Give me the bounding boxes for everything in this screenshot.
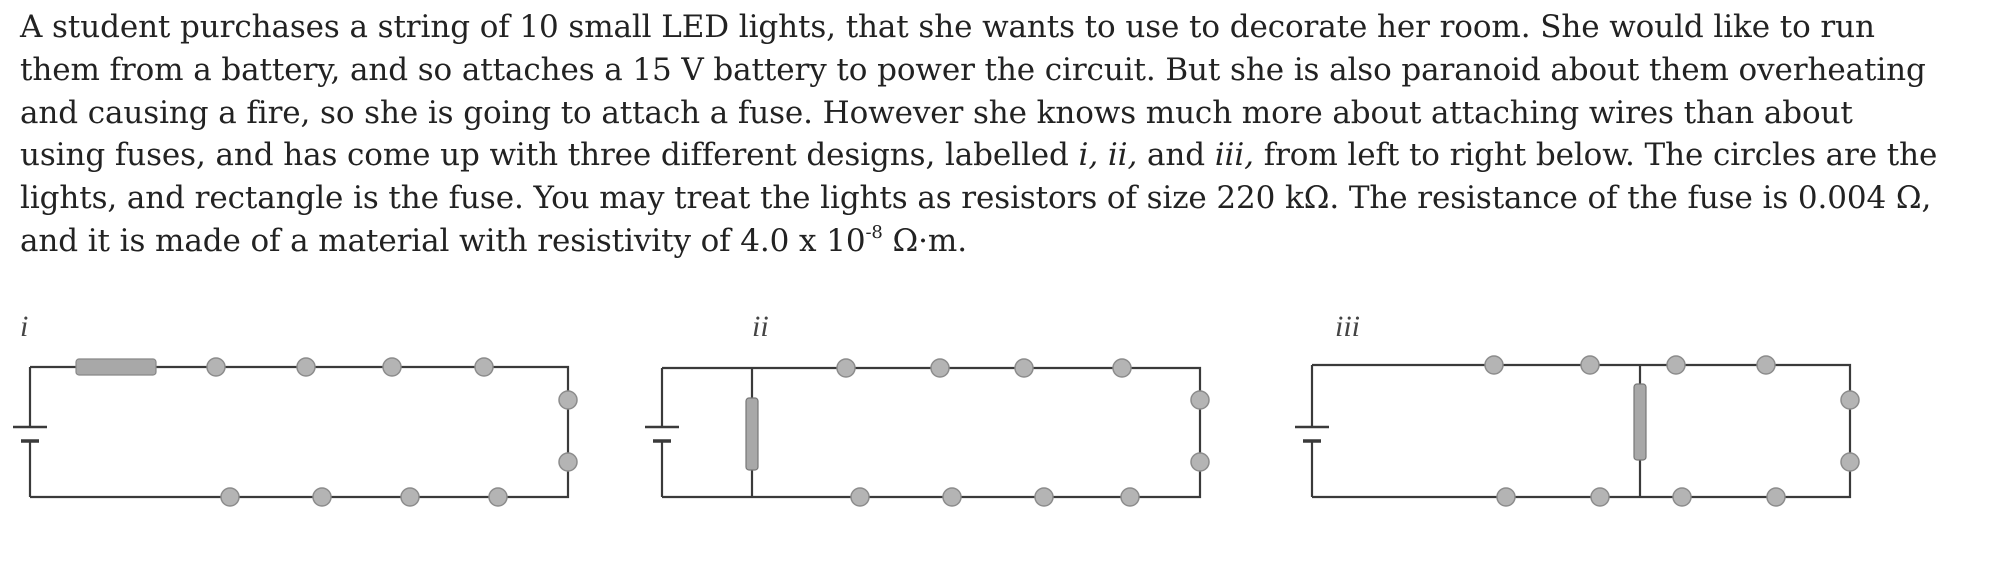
led-light [1841, 391, 1859, 409]
led-light [1015, 359, 1033, 377]
led-light [1121, 488, 1139, 506]
problem-line-6-part-b: Ω·m. [882, 222, 967, 259]
led-light [1191, 453, 1209, 471]
led-light [489, 488, 507, 506]
led-light [383, 358, 401, 376]
led-light [1673, 488, 1691, 506]
problem-line-4-part-c: from left to right below. The circles are the [1253, 137, 1938, 174]
led-light [221, 488, 239, 506]
led-light [313, 488, 331, 506]
problem-line-1: A student purchases a string of 10 small LED lights, that she wants to use to decorate her room. She would like to run [20, 9, 1875, 45]
led-light [1757, 356, 1775, 374]
led-light [1581, 356, 1599, 374]
circuit-ii [645, 359, 1209, 506]
led-light [1841, 453, 1859, 471]
led-light [297, 358, 315, 376]
led-light [931, 359, 949, 377]
led-light [1191, 391, 1209, 409]
circuit-i [13, 358, 577, 506]
fuse [1634, 384, 1646, 460]
fuse [746, 398, 758, 470]
led-light [1591, 488, 1609, 506]
led-light [559, 391, 577, 409]
wire [30, 367, 568, 497]
problem-line-3: and causing a fire, so she is going to attach a fuse. However she knows much more about attaching wires than about [20, 94, 1853, 131]
label-ref-iii: iii, [1214, 137, 1254, 174]
led-light [1497, 488, 1515, 506]
problem-line-4-part-b: and [1137, 137, 1215, 174]
led-light [851, 488, 869, 506]
problem-line-4-part-a: using fuses, and has come up with three different designs, labelled [20, 137, 1079, 174]
led-light [1113, 359, 1131, 377]
led-light [401, 488, 419, 506]
problem-line-2: them from a battery, and so attaches a 15 V battery to power the circuit. But she is also paranoid about them overheating [20, 51, 1926, 88]
resistivity-exponent: -8 [865, 221, 883, 243]
wire [662, 368, 1200, 497]
led-light [1767, 488, 1785, 506]
led-light [943, 488, 961, 506]
led-light [475, 358, 493, 376]
label-ref-i-ii: i, ii, [1078, 137, 1138, 174]
circuit-iii-label: iii [1335, 310, 1361, 343]
problem-line-5: lights, and rectangle is the fuse. You may treat the lights as resistors of size 220 kΩ. The resistance of the fuse is 0.004 Ω, [20, 180, 1932, 217]
circuit-i-label: i [20, 310, 29, 343]
led-light [1667, 356, 1685, 374]
led-light [559, 453, 577, 471]
led-light [207, 358, 225, 376]
problem-line-6-part-a: and it is made of a material with resistivity of 4.0 x 10 [20, 222, 866, 259]
led-light [1035, 488, 1053, 506]
wire [1312, 365, 1850, 497]
led-light [837, 359, 855, 377]
circuit-ii-label: ii [752, 310, 769, 343]
circuit-iii [1295, 356, 1859, 506]
fuse [76, 359, 156, 375]
led-light [1485, 356, 1503, 374]
